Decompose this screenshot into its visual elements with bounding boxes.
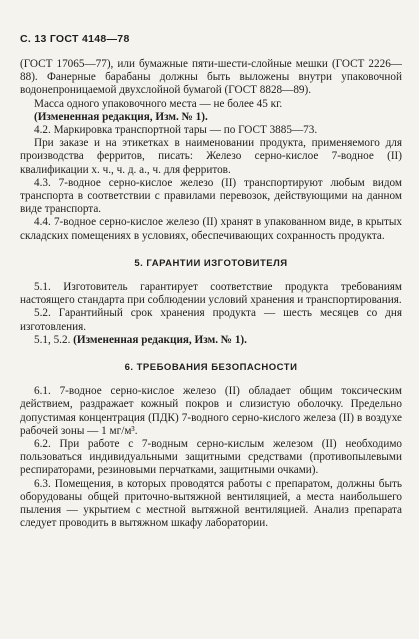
paragraph-4-1-cont: (ГОСТ 17065—77), или бумажные пяти-шести-слойные мешки (ГОСТ 2226—88). Фанерные барабаны должны быть выложены внутри упаковочной водонепроницаемой двухслойной бумагой (ГОСТ 8828—89). xyxy=(20,58,402,97)
paragraph-4-4: 4.4. 7-водное серно-кислое железо (II) хранят в упакованном виде, в крытых складских помещениях в условиях, обеспечивающих сохранность продукта. xyxy=(20,216,402,242)
paragraph-5-1: 5.1. Изготовитель гарантирует соответствие продукта требованиям настоящего стандарта при соблюдении условий хранения и транспортирования. xyxy=(20,281,402,307)
paragraph-5-edit xyxy=(20,334,402,347)
paragraph-5-2: 5.2. Гарантийный срок хранения продукта — шесть месяцев со дня изготовления. xyxy=(20,307,402,333)
document-body xyxy=(20,58,402,531)
paragraph-order: При заказе и на этикетках в наименовании продукта, применяемого для производства ферритов, писать: Железо серно-кислое 7-водное (II) квалификации х. ч., ч. д. а., ч. для ферритов. xyxy=(20,137,402,176)
paragraph-6-1: 6.1. 7-водное серно-кислое железо (II) обладает общим токсическим действием, раздражает кожный покров и слизистую оболочку. Предельно допустимая концентрация (ПДК) 7-водного серно-кислого железа (II) в воздухе рабочей зоны — 1 мг/м³. xyxy=(20,385,402,437)
edit-ref: 5.1, 5.2. xyxy=(34,333,71,346)
paragraph-mass: Масса одного упаковочного места — не более 45 кг. xyxy=(34,97,283,110)
edit-note: (Измененная редакция, Изм. № 1). xyxy=(34,110,208,123)
paragraph-4-3: 4.3. 7-водное серно-кислое железо (II) транспортируют любым видом транспорта в соответствии с правилами перевозок, действующими на данном виде транспорта. xyxy=(20,176,402,216)
section-5-title: 5. ГАРАНТИИ ИЗГОТОВИТЕЛЯ xyxy=(134,257,288,269)
paragraph-6-3: 6.3. Помещения, в которых проводятся работы с препаратом, должны быть оборудованы общей приточно-вытяжной вентиляцией, а места наибольшего пыления — укрытием с местной вытяжной вентиляцией. Анализ препарата следует проводить в вытяжном шкафу лаборатории. xyxy=(20,477,402,530)
paragraph-6-2: 6.2. При работе с 7-водным серно-кислым железом (II) необходимо пользоваться индивидуальными защитными средствами (противопылевыми респираторами, резиновыми перчатками, защитными очками). xyxy=(20,438,402,477)
paragraph-4-2: 4.2. Маркировка транспортной тары — по ГОСТ 3885—73. xyxy=(34,124,318,137)
section-6-title: 6. ТРЕБОВАНИЯ БЕЗОПАСНОСТИ xyxy=(124,362,298,374)
page-header: С. 13 ГОСТ 4148—78 xyxy=(20,33,130,45)
edit-note: (Измененная редакция, Изм. № 1). xyxy=(73,333,247,346)
